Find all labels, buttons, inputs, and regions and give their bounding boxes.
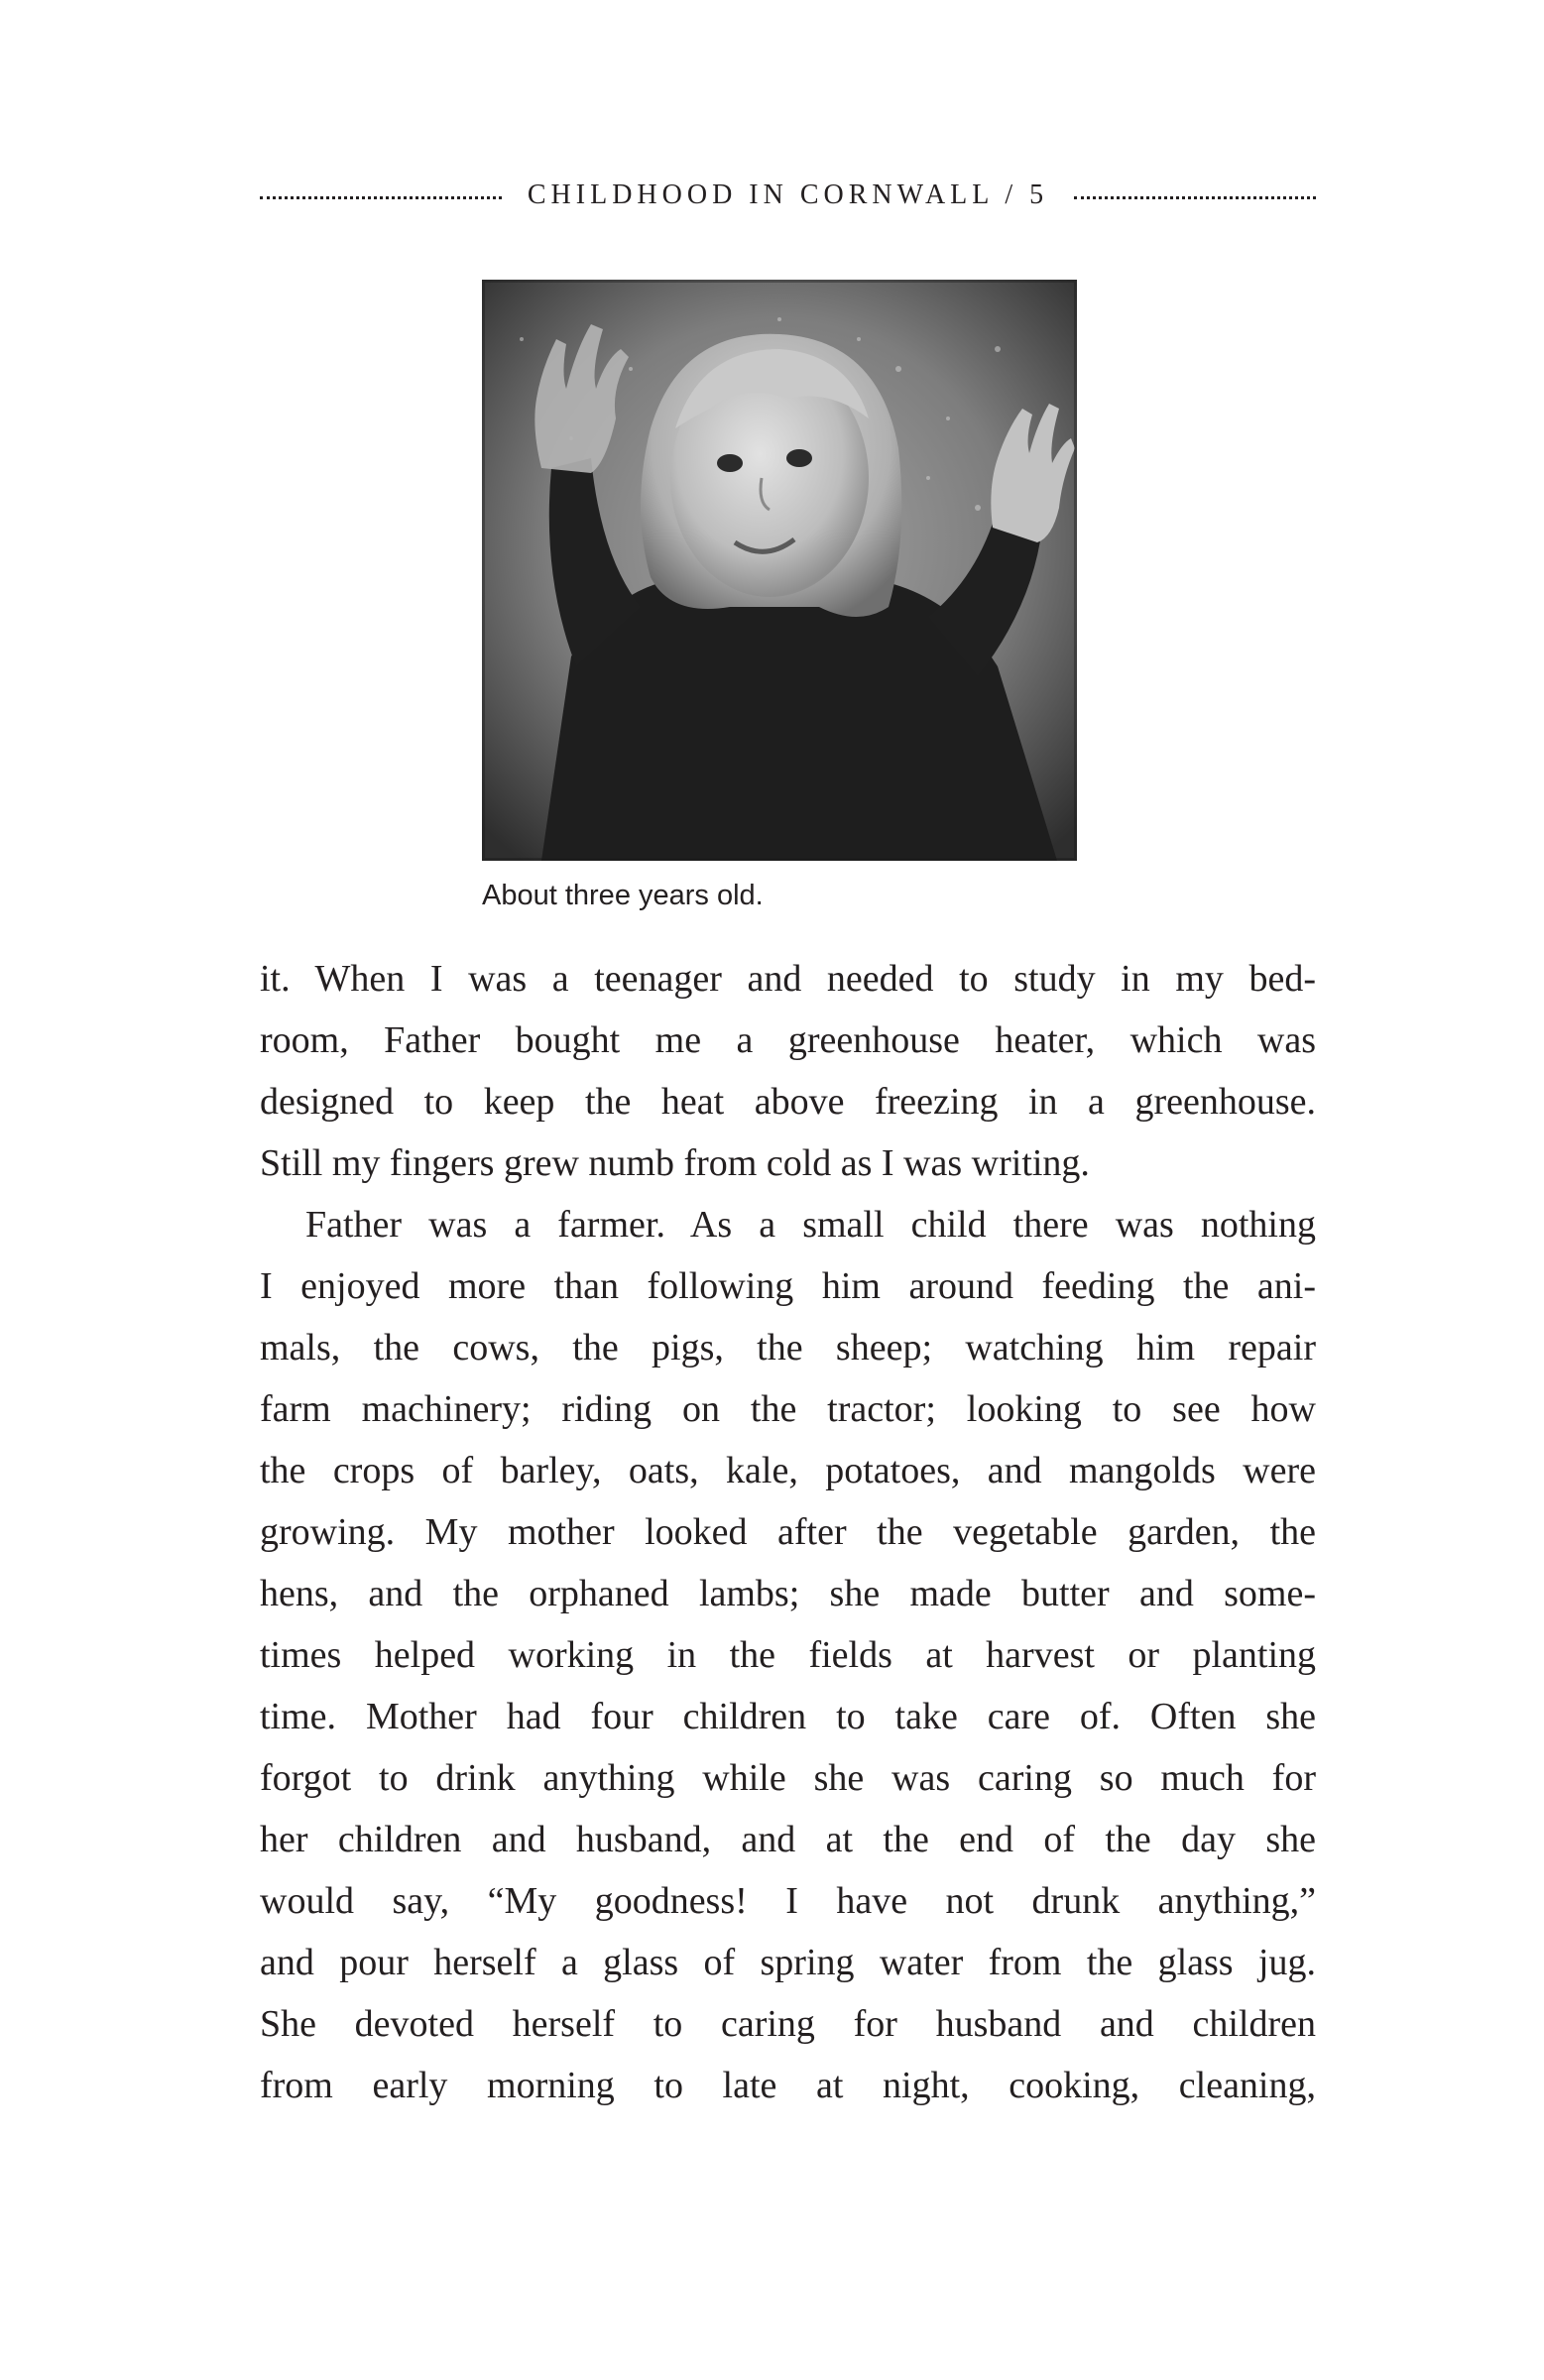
photo-caption: About three years old.	[482, 880, 764, 911]
body-text	[260, 948, 1316, 2116]
text-line: her children and husband, and at the end of the day she	[260, 1819, 1316, 1860]
text-line: it. When I was a teenager and needed to study in my bed-	[260, 958, 1316, 1000]
text-line: growing. My mother looked after the vegetable garden, the	[260, 1511, 1316, 1553]
text-line: forgot to drink anything while she was caring so much for	[260, 1757, 1316, 1799]
text-line: mals, the cows, the pigs, the sheep; watching him repair	[260, 1327, 1316, 1368]
child-photo-illustration	[482, 280, 1077, 861]
text-line: times helped working in the fields at harvest or planting	[260, 1634, 1316, 1676]
text-line: hens, and the orphaned lambs; she made butter and some-	[260, 1573, 1316, 1614]
running-head-title: CHILDHOOD IN CORNWALL / 5	[527, 179, 1049, 210]
text-line: and pour herself a glass of spring water from the glass jug.	[260, 1942, 1316, 1983]
left-dotted-rule	[260, 196, 502, 199]
text-line: farm machinery; riding on the tractor; looking to see how	[260, 1388, 1316, 1430]
child-photo	[482, 280, 1077, 861]
text-line: time. Mother had four children to take care of. Often she	[260, 1696, 1316, 1737]
text-line: would say, “My goodness! I have not drunk anything,”	[260, 1880, 1316, 1922]
text-line: the crops of barley, oats, kale, potatoes, and mangolds were	[260, 1450, 1316, 1491]
running-head	[260, 171, 1316, 220]
text-line: room, Father bought me a greenhouse heater, which was	[260, 1019, 1316, 1061]
text-line: Still my fingers grew numb from cold as I was writing.	[260, 1142, 1090, 1184]
text-line: She devoted herself to caring for husband and children	[260, 2003, 1316, 2045]
text-line: from early morning to late at night, cooking, cleaning,	[260, 2065, 1316, 2106]
right-dotted-rule	[1074, 196, 1316, 199]
text-line: I enjoyed more than following him around feeding the ani-	[260, 1265, 1316, 1307]
text-line: Father was a farmer. As a small child there was nothing	[305, 1204, 1316, 1246]
text-line: designed to keep the heat above freezing in a greenhouse.	[260, 1081, 1316, 1123]
